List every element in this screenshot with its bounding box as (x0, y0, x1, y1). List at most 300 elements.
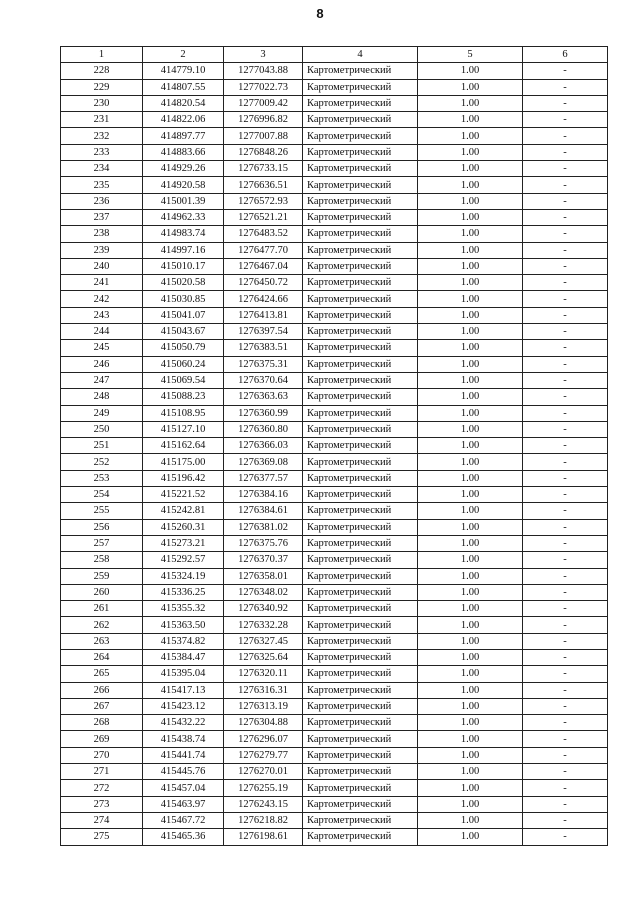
x-coordinate-cell: 415260.31 (143, 519, 224, 535)
table-row (61, 356, 608, 372)
method-cell: Картометрический (303, 829, 418, 845)
x-coordinate-cell: 415467.72 (143, 812, 224, 828)
accuracy-cell: 1.00 (418, 747, 523, 763)
note-cell: - (523, 242, 608, 258)
note-cell: - (523, 454, 608, 470)
x-coordinate-cell: 415292.57 (143, 552, 224, 568)
table-row (61, 731, 608, 747)
y-coordinate-cell: 1277022.73 (224, 79, 303, 95)
x-coordinate-cell: 415384.47 (143, 649, 224, 665)
point-number-cell: 266 (61, 682, 143, 698)
accuracy-cell: 1.00 (418, 258, 523, 274)
table-row (61, 552, 608, 568)
table-row (61, 487, 608, 503)
accuracy-cell: 1.00 (418, 389, 523, 405)
note-cell: - (523, 796, 608, 812)
method-cell: Картометрический (303, 519, 418, 535)
accuracy-cell: 1.00 (418, 372, 523, 388)
accuracy-cell: 1.00 (418, 438, 523, 454)
y-coordinate-cell: 1276483.52 (224, 226, 303, 242)
method-cell: Картометрический (303, 682, 418, 698)
x-coordinate-cell: 415417.13 (143, 682, 224, 698)
x-coordinate-cell: 415043.67 (143, 324, 224, 340)
method-cell: Картометрический (303, 812, 418, 828)
method-cell: Картометрический (303, 356, 418, 372)
table-row (61, 372, 608, 388)
note-cell: - (523, 258, 608, 274)
note-cell: - (523, 829, 608, 845)
y-coordinate-cell: 1276733.15 (224, 161, 303, 177)
point-number-cell: 233 (61, 144, 143, 160)
point-number-cell: 273 (61, 796, 143, 812)
x-coordinate-cell: 415324.19 (143, 568, 224, 584)
accuracy-cell: 1.00 (418, 79, 523, 95)
note-cell: - (523, 535, 608, 551)
table-row (61, 161, 608, 177)
table-row (61, 601, 608, 617)
note-cell: - (523, 340, 608, 356)
x-coordinate-cell: 415441.74 (143, 747, 224, 763)
y-coordinate-cell: 1276413.81 (224, 307, 303, 323)
x-coordinate-cell: 415196.42 (143, 470, 224, 486)
y-coordinate-cell: 1276467.04 (224, 258, 303, 274)
x-coordinate-cell: 415395.04 (143, 666, 224, 682)
method-cell: Картометрический (303, 601, 418, 617)
coordinates-table (60, 46, 608, 846)
y-coordinate-cell: 1276477.70 (224, 242, 303, 258)
table-row (61, 177, 608, 193)
y-coordinate-cell: 1276381.02 (224, 519, 303, 535)
x-coordinate-cell: 415162.64 (143, 438, 224, 454)
method-cell: Картометрический (303, 405, 418, 421)
point-number-cell: 248 (61, 389, 143, 405)
point-number-cell: 272 (61, 780, 143, 796)
accuracy-cell: 1.00 (418, 324, 523, 340)
table-row (61, 698, 608, 714)
note-cell: - (523, 503, 608, 519)
table-row (61, 454, 608, 470)
y-coordinate-cell: 1276243.15 (224, 796, 303, 812)
y-coordinate-cell: 1276636.51 (224, 177, 303, 193)
accuracy-cell: 1.00 (418, 812, 523, 828)
x-coordinate-cell: 415355.32 (143, 601, 224, 617)
point-number-cell: 241 (61, 275, 143, 291)
column-header: 2 (143, 47, 224, 63)
point-number-cell: 239 (61, 242, 143, 258)
x-coordinate-cell: 415050.79 (143, 340, 224, 356)
method-cell: Картометрический (303, 161, 418, 177)
table-header-row (61, 47, 608, 63)
y-coordinate-cell: 1276377.57 (224, 470, 303, 486)
method-cell: Картометрический (303, 324, 418, 340)
table-row (61, 438, 608, 454)
table-row (61, 291, 608, 307)
accuracy-cell: 1.00 (418, 535, 523, 551)
y-coordinate-cell: 1276270.01 (224, 764, 303, 780)
note-cell: - (523, 812, 608, 828)
point-number-cell: 240 (61, 258, 143, 274)
accuracy-cell: 1.00 (418, 177, 523, 193)
y-coordinate-cell: 1277007.88 (224, 128, 303, 144)
table-row (61, 649, 608, 665)
method-cell: Картометрический (303, 79, 418, 95)
x-coordinate-cell: 414807.55 (143, 79, 224, 95)
y-coordinate-cell: 1276327.45 (224, 633, 303, 649)
y-coordinate-cell: 1276375.31 (224, 356, 303, 372)
method-cell: Картометрический (303, 454, 418, 470)
x-coordinate-cell: 415001.39 (143, 193, 224, 209)
note-cell: - (523, 470, 608, 486)
point-number-cell: 268 (61, 715, 143, 731)
y-coordinate-cell: 1276521.21 (224, 209, 303, 225)
point-number-cell: 247 (61, 372, 143, 388)
y-coordinate-cell: 1276450.72 (224, 275, 303, 291)
x-coordinate-cell: 415010.17 (143, 258, 224, 274)
y-coordinate-cell: 1276384.61 (224, 503, 303, 519)
x-coordinate-cell: 415221.52 (143, 487, 224, 503)
accuracy-cell: 1.00 (418, 470, 523, 486)
accuracy-cell: 1.00 (418, 503, 523, 519)
x-coordinate-cell: 414962.33 (143, 209, 224, 225)
note-cell: - (523, 63, 608, 79)
point-number-cell: 231 (61, 112, 143, 128)
x-coordinate-cell: 415069.54 (143, 372, 224, 388)
y-coordinate-cell: 1276320.11 (224, 666, 303, 682)
method-cell: Картометрический (303, 731, 418, 747)
accuracy-cell: 1.00 (418, 698, 523, 714)
point-number-cell: 253 (61, 470, 143, 486)
y-coordinate-cell: 1276996.82 (224, 112, 303, 128)
x-coordinate-cell: 415336.25 (143, 584, 224, 600)
accuracy-cell: 1.00 (418, 226, 523, 242)
method-cell: Картометрический (303, 487, 418, 503)
x-coordinate-cell: 414779.10 (143, 63, 224, 79)
y-coordinate-cell: 1276313.19 (224, 698, 303, 714)
method-cell: Картометрический (303, 617, 418, 633)
y-coordinate-cell: 1276375.76 (224, 535, 303, 551)
method-cell: Картометрический (303, 291, 418, 307)
method-cell: Картометрический (303, 144, 418, 160)
table-row (61, 764, 608, 780)
table-row (61, 275, 608, 291)
table-row (61, 633, 608, 649)
x-coordinate-cell: 414983.74 (143, 226, 224, 242)
method-cell: Картометрический (303, 307, 418, 323)
y-coordinate-cell: 1276384.16 (224, 487, 303, 503)
accuracy-cell: 1.00 (418, 764, 523, 780)
method-cell: Картометрический (303, 128, 418, 144)
accuracy-cell: 1.00 (418, 275, 523, 291)
y-coordinate-cell: 1276369.08 (224, 454, 303, 470)
x-coordinate-cell: 414929.26 (143, 161, 224, 177)
x-coordinate-cell: 414997.16 (143, 242, 224, 258)
x-coordinate-cell: 415374.82 (143, 633, 224, 649)
method-cell: Картометрический (303, 421, 418, 437)
point-number-cell: 258 (61, 552, 143, 568)
x-coordinate-cell: 415060.24 (143, 356, 224, 372)
table-row (61, 421, 608, 437)
accuracy-cell: 1.00 (418, 796, 523, 812)
method-cell: Картометрический (303, 535, 418, 551)
accuracy-cell: 1.00 (418, 780, 523, 796)
note-cell: - (523, 405, 608, 421)
table-row (61, 144, 608, 160)
table-row (61, 340, 608, 356)
method-cell: Картометрический (303, 503, 418, 519)
point-number-cell: 235 (61, 177, 143, 193)
x-coordinate-cell: 415463.97 (143, 796, 224, 812)
method-cell: Картометрический (303, 568, 418, 584)
point-number-cell: 244 (61, 324, 143, 340)
point-number-cell: 234 (61, 161, 143, 177)
point-number-cell: 256 (61, 519, 143, 535)
x-coordinate-cell: 415273.21 (143, 535, 224, 551)
method-cell: Картометрический (303, 389, 418, 405)
method-cell: Картометрический (303, 340, 418, 356)
y-coordinate-cell: 1276848.26 (224, 144, 303, 160)
note-cell: - (523, 666, 608, 682)
note-cell: - (523, 568, 608, 584)
note-cell: - (523, 682, 608, 698)
accuracy-cell: 1.00 (418, 487, 523, 503)
accuracy-cell: 1.00 (418, 666, 523, 682)
table-row (61, 617, 608, 633)
y-coordinate-cell: 1276296.07 (224, 731, 303, 747)
y-coordinate-cell: 1276198.61 (224, 829, 303, 845)
y-coordinate-cell: 1276325.64 (224, 649, 303, 665)
method-cell: Картометрический (303, 258, 418, 274)
note-cell: - (523, 356, 608, 372)
table-row (61, 812, 608, 828)
method-cell: Картометрический (303, 226, 418, 242)
note-cell: - (523, 715, 608, 731)
table-row (61, 112, 608, 128)
accuracy-cell: 1.00 (418, 340, 523, 356)
accuracy-cell: 1.00 (418, 95, 523, 111)
point-number-cell: 254 (61, 487, 143, 503)
point-number-cell: 259 (61, 568, 143, 584)
note-cell: - (523, 584, 608, 600)
note-cell: - (523, 421, 608, 437)
method-cell: Картометрический (303, 209, 418, 225)
point-number-cell: 263 (61, 633, 143, 649)
point-number-cell: 237 (61, 209, 143, 225)
table-row (61, 226, 608, 242)
accuracy-cell: 1.00 (418, 649, 523, 665)
note-cell: - (523, 291, 608, 307)
y-coordinate-cell: 1276279.77 (224, 747, 303, 763)
x-coordinate-cell: 415438.74 (143, 731, 224, 747)
table-row (61, 324, 608, 340)
table-row (61, 666, 608, 682)
method-cell: Картометрический (303, 666, 418, 682)
x-coordinate-cell: 414920.58 (143, 177, 224, 193)
y-coordinate-cell: 1276360.99 (224, 405, 303, 421)
method-cell: Картометрический (303, 63, 418, 79)
table-row (61, 63, 608, 79)
accuracy-cell: 1.00 (418, 617, 523, 633)
method-cell: Картометрический (303, 193, 418, 209)
accuracy-cell: 1.00 (418, 291, 523, 307)
accuracy-cell: 1.00 (418, 405, 523, 421)
note-cell: - (523, 307, 608, 323)
table-row (61, 780, 608, 796)
point-number-cell: 242 (61, 291, 143, 307)
note-cell: - (523, 193, 608, 209)
note-cell: - (523, 144, 608, 160)
point-number-cell: 238 (61, 226, 143, 242)
point-number-cell: 275 (61, 829, 143, 845)
point-number-cell: 230 (61, 95, 143, 111)
table-row (61, 193, 608, 209)
method-cell: Картометрический (303, 275, 418, 291)
point-number-cell: 260 (61, 584, 143, 600)
x-coordinate-cell: 415465.36 (143, 829, 224, 845)
accuracy-cell: 1.00 (418, 128, 523, 144)
table-row (61, 568, 608, 584)
note-cell: - (523, 764, 608, 780)
point-number-cell: 252 (61, 454, 143, 470)
point-number-cell: 267 (61, 698, 143, 714)
table-row (61, 389, 608, 405)
point-number-cell: 274 (61, 812, 143, 828)
y-coordinate-cell: 1277009.42 (224, 95, 303, 111)
accuracy-cell: 1.00 (418, 307, 523, 323)
method-cell: Картометрический (303, 780, 418, 796)
column-header: 4 (303, 47, 418, 63)
table-row (61, 470, 608, 486)
page-number: 8 (316, 6, 324, 21)
point-number-cell: 270 (61, 747, 143, 763)
table-row (61, 258, 608, 274)
accuracy-cell: 1.00 (418, 633, 523, 649)
point-number-cell: 255 (61, 503, 143, 519)
accuracy-cell: 1.00 (418, 356, 523, 372)
note-cell: - (523, 731, 608, 747)
x-coordinate-cell: 415041.07 (143, 307, 224, 323)
note-cell: - (523, 95, 608, 111)
table-row (61, 503, 608, 519)
point-number-cell: 243 (61, 307, 143, 323)
table-row (61, 682, 608, 698)
accuracy-cell: 1.00 (418, 209, 523, 225)
accuracy-cell: 1.00 (418, 112, 523, 128)
note-cell: - (523, 389, 608, 405)
x-coordinate-cell: 415445.76 (143, 764, 224, 780)
note-cell: - (523, 209, 608, 225)
accuracy-cell: 1.00 (418, 144, 523, 160)
note-cell: - (523, 747, 608, 763)
y-coordinate-cell: 1276370.37 (224, 552, 303, 568)
method-cell: Картометрический (303, 633, 418, 649)
method-cell: Картометрический (303, 584, 418, 600)
note-cell: - (523, 519, 608, 535)
point-number-cell: 269 (61, 731, 143, 747)
method-cell: Картометрический (303, 649, 418, 665)
note-cell: - (523, 177, 608, 193)
x-coordinate-cell: 415363.50 (143, 617, 224, 633)
note-cell: - (523, 649, 608, 665)
y-coordinate-cell: 1276363.63 (224, 389, 303, 405)
x-coordinate-cell: 415127.10 (143, 421, 224, 437)
column-header: 5 (418, 47, 523, 63)
y-coordinate-cell: 1276370.64 (224, 372, 303, 388)
y-coordinate-cell: 1276304.88 (224, 715, 303, 731)
y-coordinate-cell: 1276218.82 (224, 812, 303, 828)
table-row (61, 242, 608, 258)
table-row (61, 535, 608, 551)
method-cell: Картометрический (303, 95, 418, 111)
table-row (61, 79, 608, 95)
x-coordinate-cell: 414883.66 (143, 144, 224, 160)
x-coordinate-cell: 414897.77 (143, 128, 224, 144)
table-row (61, 584, 608, 600)
note-cell: - (523, 324, 608, 340)
table-row (61, 128, 608, 144)
accuracy-cell: 1.00 (418, 568, 523, 584)
accuracy-cell: 1.00 (418, 63, 523, 79)
method-cell: Картометрический (303, 552, 418, 568)
note-cell: - (523, 161, 608, 177)
note-cell: - (523, 275, 608, 291)
accuracy-cell: 1.00 (418, 552, 523, 568)
y-coordinate-cell: 1276366.03 (224, 438, 303, 454)
x-coordinate-cell: 415108.95 (143, 405, 224, 421)
table-row (61, 796, 608, 812)
accuracy-cell: 1.00 (418, 715, 523, 731)
accuracy-cell: 1.00 (418, 454, 523, 470)
note-cell: - (523, 438, 608, 454)
y-coordinate-cell: 1276572.93 (224, 193, 303, 209)
note-cell: - (523, 112, 608, 128)
note-cell: - (523, 487, 608, 503)
y-coordinate-cell: 1276348.02 (224, 584, 303, 600)
accuracy-cell: 1.00 (418, 829, 523, 845)
accuracy-cell: 1.00 (418, 584, 523, 600)
accuracy-cell: 1.00 (418, 161, 523, 177)
point-number-cell: 232 (61, 128, 143, 144)
x-coordinate-cell: 415432.22 (143, 715, 224, 731)
note-cell: - (523, 617, 608, 633)
y-coordinate-cell: 1276316.31 (224, 682, 303, 698)
x-coordinate-cell: 415030.85 (143, 291, 224, 307)
point-number-cell: 264 (61, 649, 143, 665)
point-number-cell: 249 (61, 405, 143, 421)
accuracy-cell: 1.00 (418, 682, 523, 698)
note-cell: - (523, 698, 608, 714)
method-cell: Картометрический (303, 242, 418, 258)
x-coordinate-cell: 414822.06 (143, 112, 224, 128)
x-coordinate-cell: 415242.81 (143, 503, 224, 519)
note-cell: - (523, 552, 608, 568)
y-coordinate-cell: 1276255.19 (224, 780, 303, 796)
column-header: 3 (224, 47, 303, 63)
accuracy-cell: 1.00 (418, 242, 523, 258)
point-number-cell: 229 (61, 79, 143, 95)
x-coordinate-cell: 415457.04 (143, 780, 224, 796)
table-row (61, 209, 608, 225)
table-row (61, 307, 608, 323)
y-coordinate-cell: 1276358.01 (224, 568, 303, 584)
y-coordinate-cell: 1277043.88 (224, 63, 303, 79)
point-number-cell: 261 (61, 601, 143, 617)
table-row (61, 519, 608, 535)
point-number-cell: 228 (61, 63, 143, 79)
x-coordinate-cell: 415423.12 (143, 698, 224, 714)
point-number-cell: 265 (61, 666, 143, 682)
point-number-cell: 250 (61, 421, 143, 437)
point-number-cell: 246 (61, 356, 143, 372)
